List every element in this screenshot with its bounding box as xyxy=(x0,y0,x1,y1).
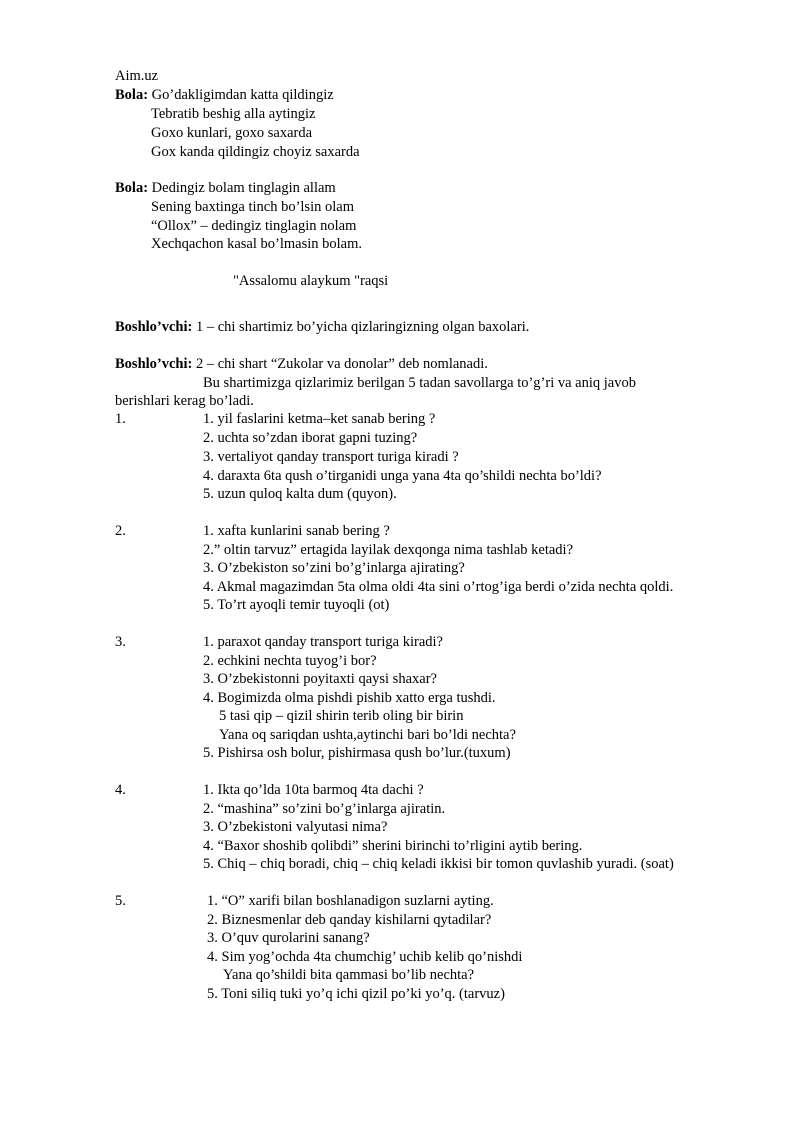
question-item: 5. To’rt ayoqli temir tuyoqli (ot) xyxy=(203,597,390,613)
question-item: 2. Biznesmenlar deb qanday kishilarni qytadilar? xyxy=(207,912,492,928)
question-item-continued: Yana oq sariqdan ushta,aytinchi bari bo’ldi nechta? xyxy=(219,727,516,743)
group-number: 4. xyxy=(115,782,126,798)
question-item-continued: Yana qo’shildi bita qammasi bo’lib nechta? xyxy=(223,967,475,983)
question-item: 4. Sim yog’ochda 4ta chumchig’ uchib kelib qo’nishdi xyxy=(207,949,523,965)
question-item: 5. Toni siliq tuki yo’q ichi qizil po’ki yo’q. (tarvuz) xyxy=(207,986,505,1002)
question-item: 1. yil faslarini ketma–ket sanab bering ? xyxy=(203,411,436,427)
question-item: 2. “mashina” so’zini bo’g’inlarga ajiratin. xyxy=(203,801,446,817)
question-item: 4. daraxta 6ta qush o’tirganidi unga yana 4ta qo’shildi nechta bo’ldi? xyxy=(203,468,602,484)
question-item: 2. echkini nechta tuyog’i bor? xyxy=(203,653,377,669)
question-item: 3. O’zbekistoni valyutasi nima? xyxy=(203,819,388,835)
question-item: 5. Chiq – chiq boradi, chiq – chiq keladi ikkisi bir tomon quvlashib yuradi. (soat) xyxy=(203,856,674,872)
question-item: 3. O’quv qurolarini sanang? xyxy=(207,930,370,946)
question-item: 2.” oltin tarvuz” ertagida layilak dexqonga nima tashlab ketadi? xyxy=(203,542,574,558)
question-item: 2. uchta so’zdan iborat gapni tuzing? xyxy=(203,430,418,446)
question-item: 5. Pishirsa osh bolur, pishirmasa qush bo’lur.(tuxum) xyxy=(203,745,511,761)
question-item: 5. uzun quloq kalta dum (quyon). xyxy=(203,486,397,502)
poem1-line: Tebratib beshig alla aytingiz xyxy=(151,106,316,122)
question-item: 4. Bogimizda olma pishdi pishib xatto erga tushdi. xyxy=(203,690,496,706)
question-item: 1. Ikta qo’lda 10ta barmoq 4ta dachi ? xyxy=(203,782,424,798)
host1-label: Boshlo’vchi: xyxy=(115,319,193,335)
question-item: 1. xafta kunlarini sanab bering ? xyxy=(203,523,390,539)
host1-line xyxy=(115,318,529,336)
poem1-first-line xyxy=(115,86,334,104)
question-item: 3. vertaliyot qanday transport turiga kiradi ? xyxy=(203,449,459,465)
host2-text3: berishlari kerag bo’ladi. xyxy=(115,393,254,409)
poem2-line: Sening baxtinga tinch bo’lsin olam xyxy=(151,199,354,215)
host1-text: 1 – chi shartimiz bo’yicha qizlaringizning olgan baxolari. xyxy=(195,319,530,335)
group-number: 2. xyxy=(115,523,126,539)
question-item: 1. paraxot qanday transport turiga kiradi? xyxy=(203,634,443,650)
host2-line xyxy=(115,355,488,373)
host2-text2: Bu shartimizga qizlarimiz berilgan 5 tadan savollarga to’g’ri va aniq javob xyxy=(203,375,636,391)
poem2-line: Xechqachon kasal bo’lmasin bolam. xyxy=(151,236,362,252)
group-number: 5. xyxy=(115,893,126,909)
poem1-line: Gox kanda qildingiz choyiz saxarda xyxy=(151,144,360,160)
question-item: 3. O’zbekistonni poyitaxti qaysi shaxar? xyxy=(203,671,437,687)
poem1-line: Go’dakligimdan katta qildingiz xyxy=(151,87,334,103)
question-item: 4. “Baxor shoshib qolibdi” sherini birinchi to’rligini aytib bering. xyxy=(203,838,583,854)
poem2-speaker: Bola: xyxy=(115,180,149,196)
question-item: 1. “O” xarifi bilan boshlanadigon suzlarni ayting. xyxy=(207,893,494,909)
question-item: 4. Akmal magazimdan 5ta olma oldi 4ta sini o’rtog’iga berdi o’zida nechta qoldi. xyxy=(203,579,674,595)
poem2-first-line xyxy=(115,179,336,197)
dance-title: "Assalomu alaykum "raqsi xyxy=(233,273,389,289)
group-number: 3. xyxy=(115,634,126,650)
poem1-line: Goxo kunlari, goxo saxarda xyxy=(151,125,313,141)
poem2-line: “Ollox” – dedingiz tinglagin nolam xyxy=(151,218,357,234)
question-item: 3. O’zbekiston so’zini bo’g’inlarga ajirating? xyxy=(203,560,465,576)
question-item-continued: 5 tasi qip – qizil shirin terib oling bir birin xyxy=(219,708,464,724)
poem1-speaker: Bola: xyxy=(115,87,149,103)
group-number: 1. xyxy=(115,411,126,427)
host2-text: 2 – chi shart “Zukolar va donolar” deb nomlanadi. xyxy=(195,356,488,372)
host2-label: Boshlo’vchi: xyxy=(115,356,193,372)
site-name: Aim.uz xyxy=(115,68,159,84)
poem2-line: Dedingiz bolam tinglagin allam xyxy=(151,180,336,196)
